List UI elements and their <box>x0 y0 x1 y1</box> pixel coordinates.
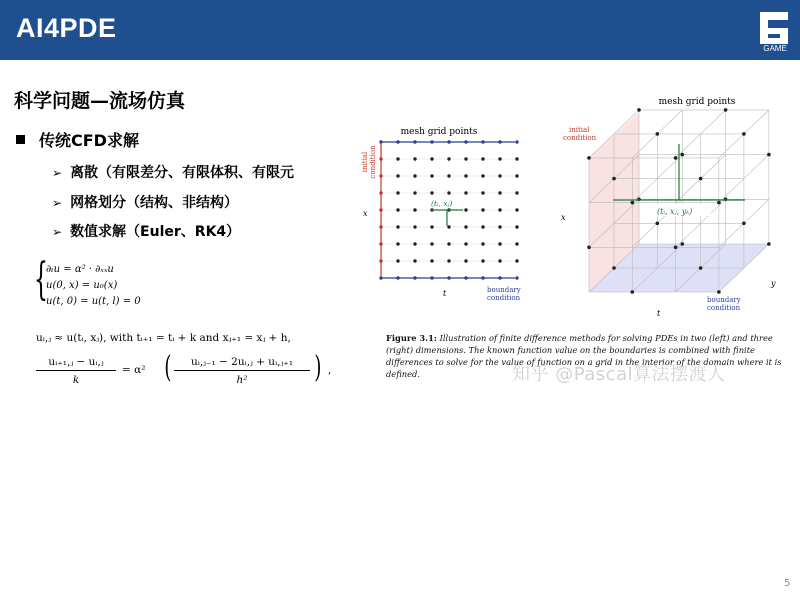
grid-point-label: (tᵢ, xⱼ, yₖ) <box>657 207 693 216</box>
grid-point <box>447 157 450 160</box>
grid-point <box>396 225 399 228</box>
grid-point <box>699 266 703 270</box>
grid-point <box>681 242 685 246</box>
grid-point <box>656 132 660 136</box>
grid-point <box>413 242 416 245</box>
grid-point <box>413 208 416 211</box>
grid-point <box>396 157 399 160</box>
grid-point <box>464 242 467 245</box>
initial-condition-label: initial <box>569 126 590 134</box>
logo-text: GAME <box>763 44 787 52</box>
arrow-bullet-icon: ➢ <box>52 196 63 210</box>
grid-point <box>515 208 518 211</box>
equation-line: u(t, 0) = u(t, l) = 0 <box>46 296 141 307</box>
grid-point <box>515 140 518 143</box>
x-axis-label: x <box>363 209 368 218</box>
bullet-level1-text: 传统CFD求解 <box>39 131 139 150</box>
right-paren: ) <box>314 350 322 385</box>
equation-brace: { <box>34 254 48 305</box>
grid-point <box>498 208 501 211</box>
y-axis-label: y <box>771 279 776 288</box>
grid-point <box>413 259 416 262</box>
grid-point <box>413 157 416 160</box>
grid-point <box>742 132 746 136</box>
grid-point <box>430 225 433 228</box>
figure-2d-title: mesh grid points <box>400 127 478 137</box>
bullet-level2-item: ➢ 数值求解（Euler、RK4） <box>52 224 241 240</box>
figure-3d-mesh <box>555 88 785 318</box>
grid-point <box>464 259 467 262</box>
left-paren: ( <box>164 350 172 385</box>
grid-point <box>481 208 484 211</box>
grid-point <box>717 201 721 205</box>
caption-label: Figure 3.1: <box>386 333 437 343</box>
x-axis-label: x <box>561 213 566 222</box>
grid-point <box>767 153 771 157</box>
grid-point <box>681 153 685 157</box>
grid-point <box>481 174 484 177</box>
grid-point <box>447 259 450 262</box>
arrow-bullet-icon: ➢ <box>52 225 63 239</box>
fraction-bar <box>36 370 116 371</box>
grid-point <box>430 174 433 177</box>
grid-point <box>413 191 416 194</box>
grid-point <box>637 108 641 112</box>
grid-point <box>447 225 450 228</box>
grid-point <box>481 225 484 228</box>
equation-line: u(0, x) = u₀(x) <box>46 280 118 291</box>
equation-line: ∂ₜu = α² · ∂ₓₓu <box>46 264 114 275</box>
grid-point <box>447 174 450 177</box>
grid-point <box>481 191 484 194</box>
grid-point <box>430 242 433 245</box>
grid-point <box>464 191 467 194</box>
grid-point <box>464 208 467 211</box>
boundary-condition-label: boundary <box>487 286 521 294</box>
square-bullet-icon <box>16 135 25 144</box>
watermark: 知乎 @Pascal算法摆渡人 <box>512 364 726 385</box>
initial-condition-label: condition <box>563 134 597 142</box>
grid-point <box>717 290 721 294</box>
grid-point <box>481 259 484 262</box>
figure-3d-title: mesh grid points <box>658 97 736 107</box>
grid-point <box>656 222 660 226</box>
grid-point <box>396 191 399 194</box>
bullet-level2-item: ➢ 离散（有限差分、有限体积、有限元 <box>52 165 295 181</box>
grid-point <box>767 242 771 246</box>
bullet-level1 <box>16 128 139 151</box>
bullet-level2-item: ➢ 网格划分（结构、非结构） <box>52 195 239 211</box>
boundary-condition-label: condition <box>487 294 521 302</box>
finite-difference-equation <box>36 350 336 394</box>
grid-point <box>413 174 416 177</box>
grid-point <box>498 157 501 160</box>
grid-point <box>498 225 501 228</box>
initial-condition-label: initial <box>361 151 369 173</box>
arrow-bullet-icon: ➢ <box>52 166 63 180</box>
equals-alpha: = α² <box>122 364 146 376</box>
grid-point <box>430 191 433 194</box>
grid-point <box>724 108 728 112</box>
grid-point <box>515 242 518 245</box>
grid-point <box>515 276 518 279</box>
t-axis-label: t <box>443 289 447 298</box>
figure-2d-mesh <box>355 118 535 308</box>
grid-point <box>587 156 591 160</box>
discretization-equation: uᵢ,ⱼ ≈ u(tᵢ, xⱼ), with tᵢ₊₁ = tᵢ + k and xⱼ₊₁ = xⱼ + h, <box>36 332 291 344</box>
frac-right-numerator: uᵢ,ⱼ₋₁ − 2uᵢ,ⱼ + uᵢ,ⱼ₊₁ <box>190 356 294 368</box>
grid-point <box>413 225 416 228</box>
grid-point <box>498 174 501 177</box>
header-bar <box>0 0 800 60</box>
grid-point <box>631 201 635 205</box>
grid-point <box>464 174 467 177</box>
grid-point <box>515 225 518 228</box>
grid-point <box>396 242 399 245</box>
grid-point <box>498 191 501 194</box>
grid-point-label: (tᵢ, xⱼ) <box>431 199 453 208</box>
slide-subtitle: 科学问题—流场仿真 <box>14 90 186 112</box>
frac-left-denominator: k <box>72 374 80 386</box>
grid-point <box>612 177 616 181</box>
grid-point <box>674 246 678 250</box>
grid-point <box>631 290 635 294</box>
boundary-condition-label: condition <box>707 304 741 312</box>
grid-point <box>464 225 467 228</box>
equation-trailing-comma: , <box>328 364 332 376</box>
initial-condition-label: condition <box>369 145 377 179</box>
frac-right-denominator: h² <box>236 374 248 386</box>
fraction-bar <box>174 370 310 371</box>
caption-text: Illustration of finite difference methods for solving PDEs in two (left) and three (right) dimensions. The known function value on the boundaries is combined with finite differences to solve for the value of function on a grid in the interior of the domain where it is defined. <box>386 333 782 379</box>
grid-point <box>481 242 484 245</box>
grid-point <box>587 246 591 250</box>
grid-point <box>447 191 450 194</box>
grid-point <box>481 157 484 160</box>
grid-point <box>699 177 703 181</box>
grid-point <box>396 208 399 211</box>
grid-point <box>612 266 616 270</box>
grid-point <box>430 157 433 160</box>
grid-point <box>396 259 399 262</box>
slide-header-title: AI4PDE <box>16 13 117 43</box>
grid-point <box>515 259 518 262</box>
grid-point <box>396 174 399 177</box>
t-axis-label: t <box>657 309 661 318</box>
page-number: 5 <box>784 578 791 589</box>
grid-point <box>464 157 467 160</box>
grid-point <box>447 242 450 245</box>
grid-point <box>674 156 678 160</box>
grid-point <box>742 222 746 226</box>
game-logo-icon <box>754 8 796 52</box>
grid-point <box>498 259 501 262</box>
grid-point <box>515 174 518 177</box>
grid-point <box>515 157 518 160</box>
frac-left-numerator: uᵢ₊₁,ⱼ − uᵢ,ⱼ <box>48 356 104 368</box>
grid-point <box>498 242 501 245</box>
boundary-condition-label: boundary <box>707 296 741 304</box>
grid-point <box>515 191 518 194</box>
grid-point <box>430 259 433 262</box>
text-clip-mask <box>344 120 348 180</box>
